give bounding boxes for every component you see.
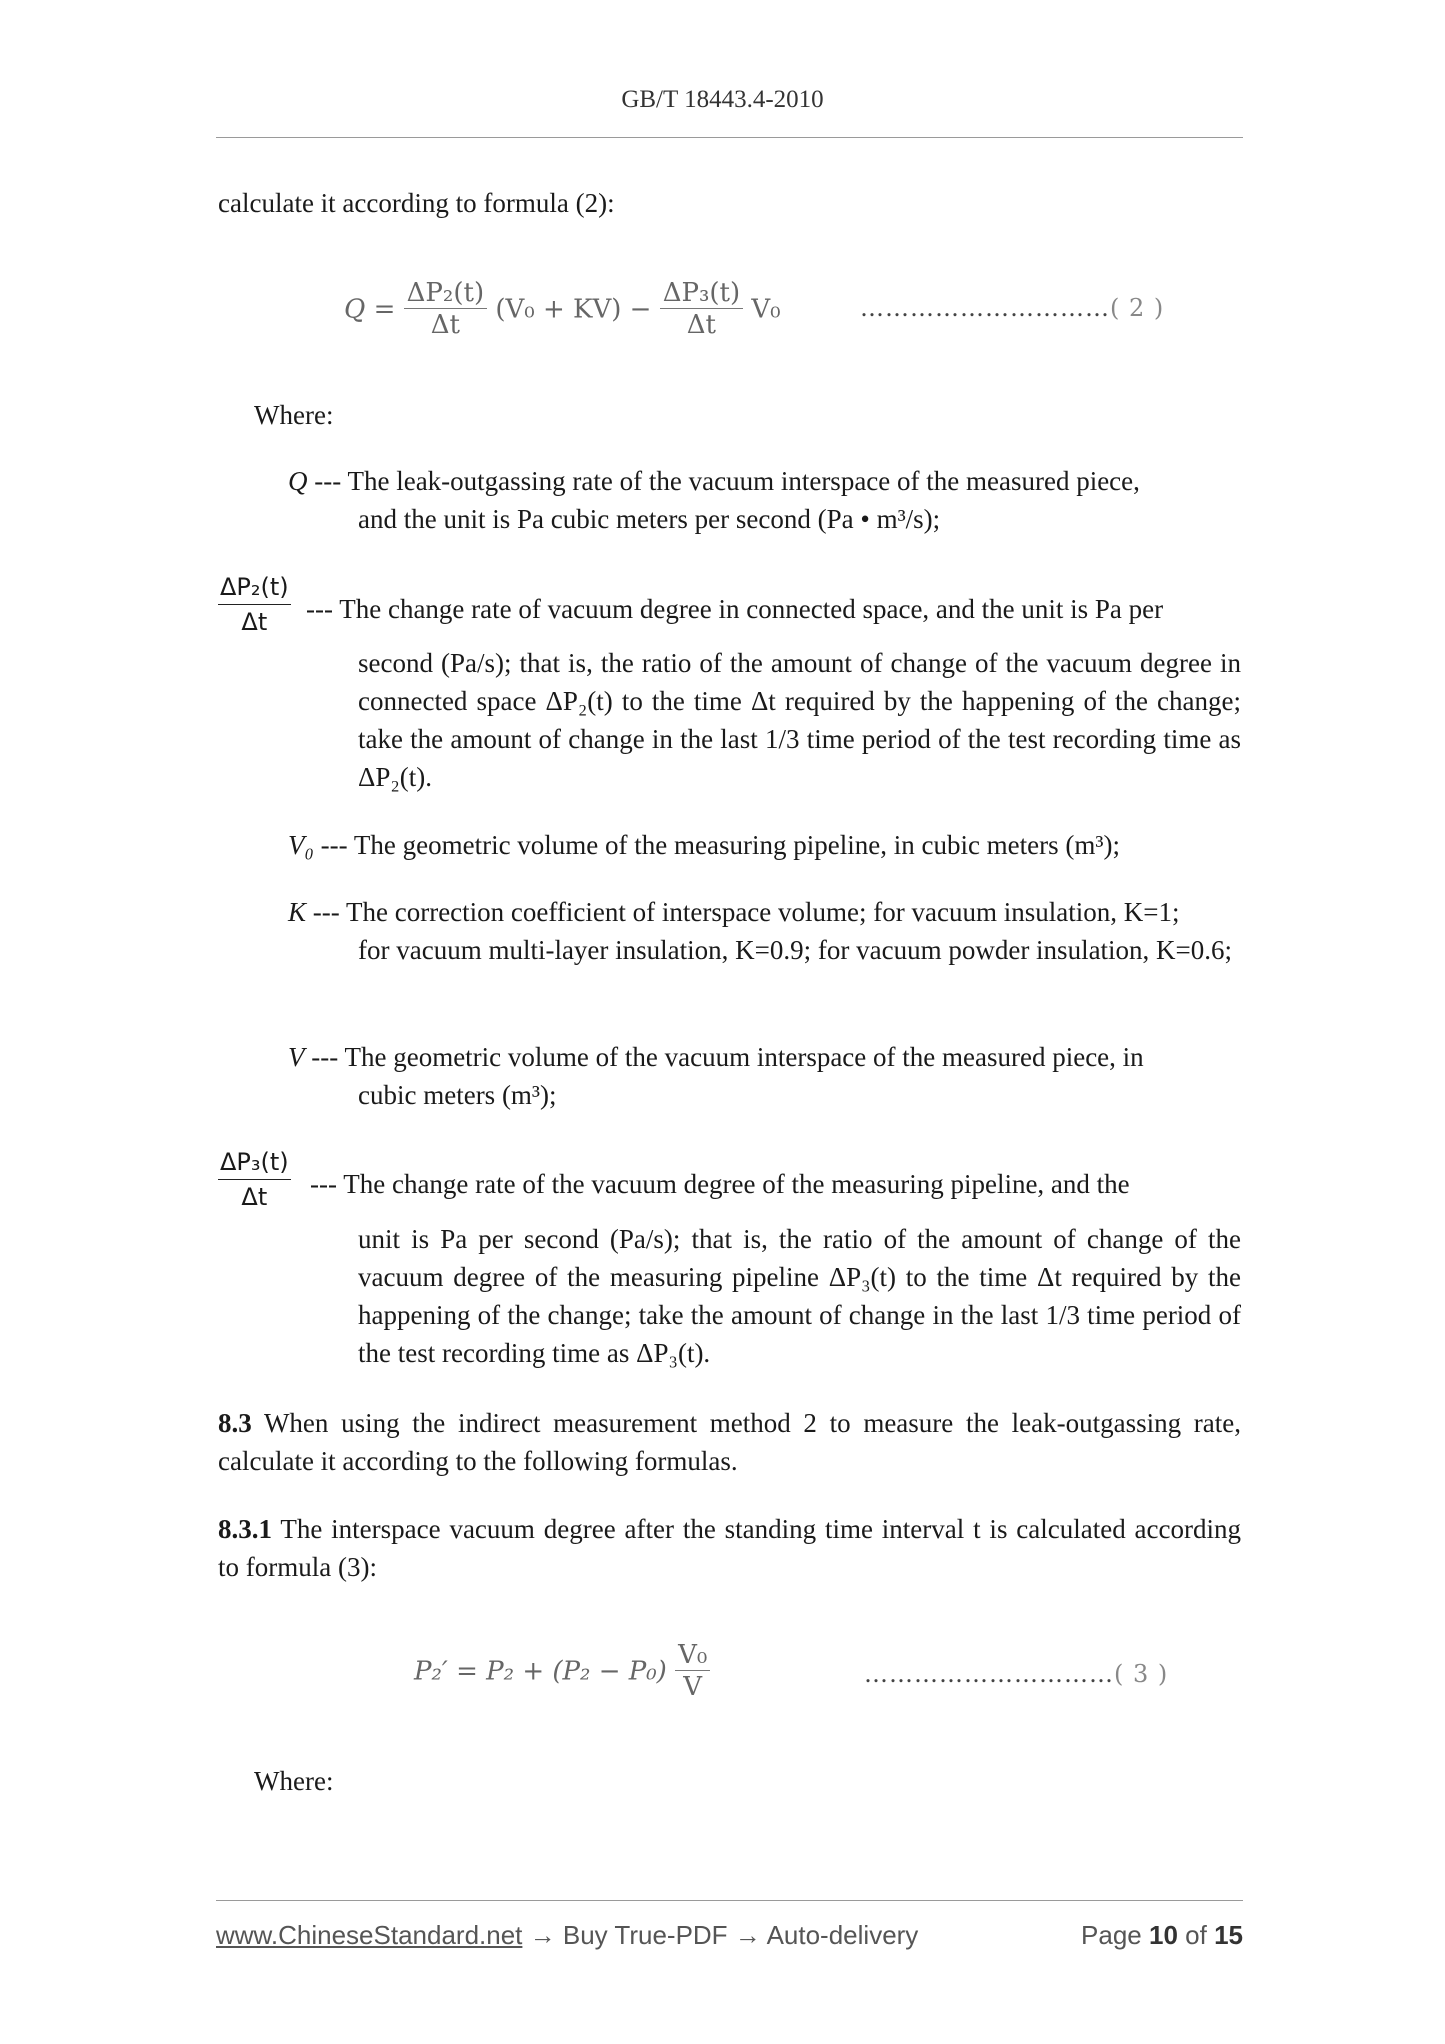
definition-k-cont: for vacuum multi-layer insulation, K=0.9; for vacuum powder insulation, K=0.6; <box>358 935 1233 965</box>
header-rule <box>216 137 1243 138</box>
formula-2-middle: (V₀ + KV) − <box>495 294 652 325</box>
formula-2-number: ( 2 ) <box>1110 294 1165 322</box>
formula-3-leader: …………………………( 3 ) <box>864 1660 1169 1688</box>
where-label-2: Where: <box>254 1766 334 1796</box>
where-label-1: Where: <box>254 400 334 430</box>
section-8-3-1-number: 8.3.1 <box>218 1514 272 1544</box>
document-header: GB/T 18443.4-2010 <box>621 86 824 113</box>
formula-3-lhs: P₂′ = P₂ + (P₂ − P₀) <box>414 1656 667 1687</box>
definition-dp3-cont: unit is Pa per second (Pa/s); that is, the ratio of the amount of change of the vacuum degree of the measuring pipeline ΔP₃(t) to the time Δt required by the happening of the change; take the amount of change in the last 1/3 time period of the test recording time as ΔP₃(t). <box>358 1224 1241 1368</box>
definition-dp2: --- The change rate of vacuum degree in connected space, and the unit is Pa per <box>306 594 1164 624</box>
section-8-3: 8.3 When using the indirect measurement method 2 to measure the leak-outgassing rate, calculate it according to the following formulas. <box>218 1408 1241 1476</box>
definition-q-cont: and the unit is Pa cubic meters per second (Pa • m³/s); <box>358 504 941 534</box>
definition-v0: V₀ --- The geometric volume of the measuring pipeline, in cubic meters (m³); <box>288 830 1120 860</box>
formula-2: Q = $\frac{\text{ΔP₂(t)}}{\Delta t}$ (V₀ + KV) − $\frac{\text{ΔP₃(t)}}{\Delta t}$ V₀ <box>344 278 781 340</box>
formula-3-fraction: $\frac{\text{V₀}}{V}$ <box>675 1640 710 1703</box>
formula-2-leader: …………………………( 2 ) <box>860 294 1165 322</box>
definition-v-cont: cubic meters (m³); <box>358 1080 557 1110</box>
definition-dp2-fraction: $\frac{\text{ΔP₂(t)}}{\Delta t}$ <box>220 573 289 636</box>
formula-2-lhs: Q <box>344 294 366 325</box>
footer <box>216 1920 1243 1956</box>
definition-dp3-fraction: $\frac{\text{ΔP₃(t)}}{\Delta t}$ <box>220 1148 289 1211</box>
definition-v: V --- The geometric volume of the vacuum interspace of the measured piece, in <box>288 1042 1144 1072</box>
definition-k: K --- The correction coefficient of interspace volume; for vacuum insulation, K=1; <box>288 897 1180 927</box>
definition-q: Q --- The leak-outgassing rate of the vacuum interspace of the measured piece, <box>288 466 1140 496</box>
formula-3-number: ( 3 ) <box>1114 1660 1169 1688</box>
definition-dp3: --- The change rate of the vacuum degree of the measuring pipeline, and the <box>310 1169 1130 1199</box>
website-link[interactable]: www.ChineseStandard.net <box>216 1920 523 1950</box>
footer-promo: → Buy True-PDF → Auto-delivery <box>522 1920 919 1950</box>
formula-2-fraction-1: $\frac{\text{ΔP₂(t)}}{\Delta t}$ <box>404 278 487 341</box>
section-8-3-number: 8.3 <box>218 1408 252 1438</box>
formula-2-tail: V₀ <box>751 294 781 325</box>
formula-3 <box>414 1640 710 1703</box>
formula-2-fraction-2: $\frac{\text{ΔP₃(t)}}{\Delta t}$ <box>660 278 743 341</box>
page-number: 10 <box>1149 1920 1178 1950</box>
definition-dp2-cont: second (Pa/s); that is, the ratio of the amount of change of the vacuum degree in connected space ΔP₂(t) to the time Δt required by the happening of the change; take the amount of change in the last 1/3 time period of the test recording time as ΔP₂(t). <box>358 648 1241 792</box>
page-total: 15 <box>1214 1920 1243 1950</box>
footer-rule <box>216 1900 1243 1901</box>
intro-text: calculate it according to formula (2): <box>218 188 615 218</box>
page-indicator: Page 10 of 15 <box>1081 1920 1243 1950</box>
section-8-3-1: 8.3.1 The interspace vacuum degree after the standing time interval t is calculated according to formula (3): <box>218 1514 1241 1582</box>
